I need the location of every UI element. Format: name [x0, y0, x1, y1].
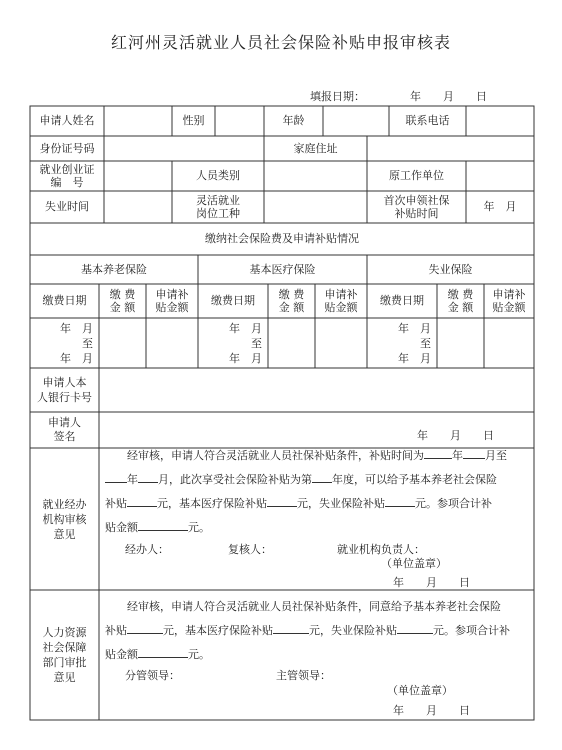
review2-stamp: （单位盖章）: [387, 684, 453, 697]
col-unemp-pay-amount: 缴 费 金 额: [447, 288, 474, 314]
review1-checker: 复核人：: [228, 543, 272, 556]
col-pension-apply-amount: 申请补 贴金额: [155, 288, 189, 314]
col-medical-apply-amount: 申请补 贴金额: [324, 288, 358, 314]
label-employment-cert: 就业创业证 编 号: [39, 163, 95, 189]
label-bank-card: 申请人本 人银行卡号: [37, 376, 92, 404]
label-person-category: 人员类别: [196, 169, 240, 182]
field-flexible-job[interactable]: [264, 191, 367, 223]
header-medical-insurance: 基本医疗保险: [249, 262, 316, 276]
review1-stamp: （单位盖章）: [381, 557, 447, 570]
review1-end-year[interactable]: [105, 470, 127, 483]
label-id-number: 身份证号码: [39, 141, 95, 155]
field-person-category[interactable]: [264, 161, 367, 191]
field-bank-card[interactable]: [99, 368, 534, 412]
label-unemployment-time: 失业时间: [45, 200, 89, 213]
unemp-date-range[interactable]: 年 月 至 年 月: [398, 321, 431, 365]
review1-start-month[interactable]: [463, 446, 485, 459]
header-pension-insurance: 基本养老保险: [81, 262, 147, 276]
col-medical-pay-amount: 缴 费 金 额: [278, 288, 305, 314]
review2-date[interactable]: 年 月 日: [393, 704, 470, 717]
label-applicant-name: 申请人姓名: [39, 114, 95, 127]
label-phone: 联系电话: [405, 114, 450, 127]
review2-unemp-amount[interactable]: [397, 621, 433, 634]
review2-leader-in-charge: 分管领导：: [125, 669, 180, 682]
review1-text: 经审核，申请人符合灵活就业人员社保补贴条件，补贴时间为 年 月至 年 月，此次享受社会保险补贴为第 年度，可以给予基本养老社会保险 补贴 元，基本医疗保险补贴 元，失业保险补贴 元。参项合计补 贴金额 元。: [105, 444, 530, 540]
col-unemp-apply-amount: 申请补 贴金额: [492, 288, 526, 314]
review2-supervising-leader: 主管领导：: [276, 669, 331, 682]
field-unemployment-time[interactable]: [104, 191, 172, 223]
col-pension-pay-amount: 缴 费 金 额: [109, 288, 136, 314]
field-age[interactable]: [323, 106, 389, 136]
col-medical-pay-date: 缴费日期: [211, 294, 255, 307]
label-hr-department-approval: 人力资源 社会保障 部门审批 意见: [42, 626, 87, 684]
field-home-address[interactable]: [367, 136, 534, 161]
field-employment-cert[interactable]: [104, 161, 172, 191]
review2-medical-amount[interactable]: [273, 621, 309, 634]
col-unemp-pay-date: 缴费日期: [380, 294, 424, 307]
pension-date-range[interactable]: 年 月 至 年 月: [60, 321, 93, 365]
signature-date[interactable]: 年 月 日: [417, 429, 494, 442]
field-phone[interactable]: [466, 106, 534, 136]
label-home-address: 家庭住址: [293, 141, 338, 155]
label-first-claim-time: 首次申领社保 补贴时间: [383, 194, 450, 220]
fill-date-label: 填报日期：: [310, 90, 365, 103]
review2-text: 经审核，申请人符合灵活就业人员社保补贴条件，同意给予基本养老社会保险 补贴 元，基本医疗保险补贴 元，失业保险补贴 元。参项合计补 贴金额 元。: [105, 600, 510, 661]
review2-total-amount[interactable]: [138, 645, 188, 658]
label-age: 年龄: [282, 114, 305, 127]
review1-handler: 经办人：: [125, 543, 169, 556]
review1-year-index[interactable]: [312, 470, 332, 483]
review2-pension-amount[interactable]: [127, 621, 163, 634]
fill-date-fields[interactable]: 年 月 日: [410, 90, 487, 103]
col-pension-pay-date: 缴费日期: [42, 294, 87, 307]
field-first-claim-time[interactable]: 年 月: [483, 200, 517, 213]
review1-end-month[interactable]: [138, 470, 158, 483]
field-previous-unit[interactable]: [466, 161, 534, 191]
medical-date-range[interactable]: 年 月 至 年 月: [229, 321, 262, 365]
field-gender[interactable]: [215, 106, 264, 136]
label-previous-unit: 原工作单位: [389, 169, 444, 182]
review1-start-year[interactable]: [424, 446, 452, 459]
section-header: 缴纳社会保险费及申请补贴情况: [205, 232, 359, 245]
label-employment-agency-review: 就业经办 机构审核 意见: [42, 497, 87, 541]
review1-agency-head: 就业机构负责人：: [337, 543, 425, 556]
label-gender: 性别: [182, 114, 205, 127]
label-applicant-signature: 申请人 签名: [48, 416, 81, 443]
review1-pension-amount[interactable]: [127, 494, 157, 507]
review1-unemp-amount[interactable]: [385, 494, 415, 507]
header-unemployment-insurance: 失业保险: [428, 262, 473, 276]
review1-total-amount[interactable]: [138, 518, 188, 531]
field-id-number[interactable]: [104, 136, 264, 161]
label-flexible-job: 灵活就业 岗位工种: [196, 194, 240, 220]
review1-medical-amount[interactable]: [267, 494, 297, 507]
form-title: 红河州灵活就业人员社会保险补贴申报审核表: [110, 33, 451, 52]
field-applicant-name[interactable]: [104, 106, 172, 136]
review1-date[interactable]: 年 月 日: [393, 576, 470, 589]
